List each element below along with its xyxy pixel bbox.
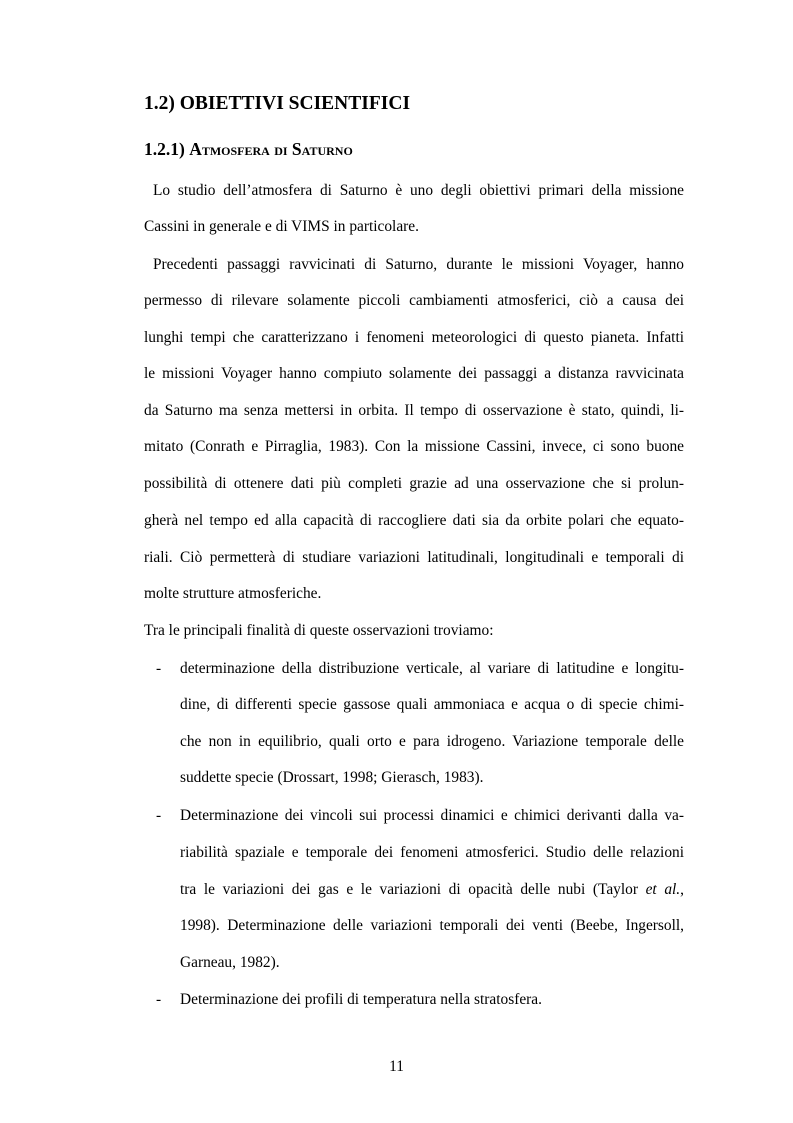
bullet-marker: - <box>156 660 162 677</box>
bullet-1-line: suddette specie (Drossart, 1998; Gierasch, 1983). <box>180 769 484 786</box>
paragraph-2-line: Precedenti passaggi ravvicinati di Saturno, durante le missioni Voyager, hanno <box>153 256 684 273</box>
bullet-2-line-text: tra le variazioni dei gas e le variazioni di opacità delle nubi (Taylor <box>180 881 646 898</box>
paragraph-2-line: possibilità di ottenere dati più completi grazie ad una osservazione che si prolun- <box>144 475 684 492</box>
bullet-3-line: Determinazione dei profili di temperatura nella stratosfera. <box>180 991 542 1008</box>
paragraph-2-line: lunghi tempi che caratterizzano i fenomeni meteorologici di questo pianeta. Infatti <box>144 329 684 346</box>
subsection-title: Atmosfera di Saturno <box>189 139 353 159</box>
bullet-2-line: 1998). Determinazione delle variazioni temporali dei venti (Beebe, Ingersoll, <box>180 917 684 934</box>
bullet-2-line: Determinazione dei vincoli sui processi dinamici e chimici derivanti dalla va- <box>180 807 684 824</box>
paragraph-2-line: da Saturno ma senza mettersi in orbita. Il tempo di osservazione è stato, quindi, li- <box>144 402 684 419</box>
bullet-2-line: riabilità spaziale e temporale dei fenomeni atmosferici. Studio delle relazioni <box>180 844 684 861</box>
section-heading: 1.2) OBIETTIVI SCIENTIFICI <box>144 93 411 114</box>
subsection-number: 1.2.1) <box>144 139 185 159</box>
bullet-marker: - <box>156 807 162 824</box>
citation-et-al: et al. <box>645 881 681 898</box>
bullet-marker: - <box>156 991 162 1008</box>
paragraph-2-line: riali. Ciò permetterà di studiare variazioni latitudinali, longitudinali e temporali di <box>144 549 684 566</box>
page-number: 11 <box>389 1058 404 1075</box>
bullet-2-line <box>180 880 684 900</box>
paragraph-3-line: Tra le principali finalità di queste osservazioni troviamo: <box>144 622 494 639</box>
bullet-1-line: determinazione della distribuzione verticale, al variare di latitudine e longitu- <box>180 660 684 677</box>
subsection-heading <box>144 139 353 160</box>
paragraph-1-line: Cassini in generale e di VIMS in particolare. <box>144 218 419 235</box>
bullet-1-line: che non in equilibrio, quali orto e para idrogeno. Variazione temporale delle <box>180 733 684 750</box>
bullet-2-line: Garneau, 1982). <box>180 954 280 971</box>
bullet-1-line: dine, di differenti specie gassose quali ammoniaca e acqua o di specie chimi- <box>180 696 684 713</box>
paragraph-2-line: le missioni Voyager hanno compiuto solamente dei passaggi a distanza ravvicinata <box>144 365 684 382</box>
bullet-2-line-comma: , <box>680 881 684 898</box>
paragraph-2-line: permesso di rilevare solamente piccoli cambiamenti atmosferici, ciò a causa dei <box>144 292 684 309</box>
paragraph-2-line: mitato (Conrath e Pirraglia, 1983). Con la missione Cassini, invece, ci sono buone <box>144 438 684 455</box>
paragraph-2-line: molte strutture atmosferiche. <box>144 585 322 602</box>
paragraph-1-line: Lo studio dell’atmosfera di Saturno è uno degli obiettivi primari della missione <box>153 182 684 199</box>
paragraph-2-line: gherà nel tempo ed alla capacità di raccogliere dati sia da orbite polari che equato- <box>144 512 684 529</box>
